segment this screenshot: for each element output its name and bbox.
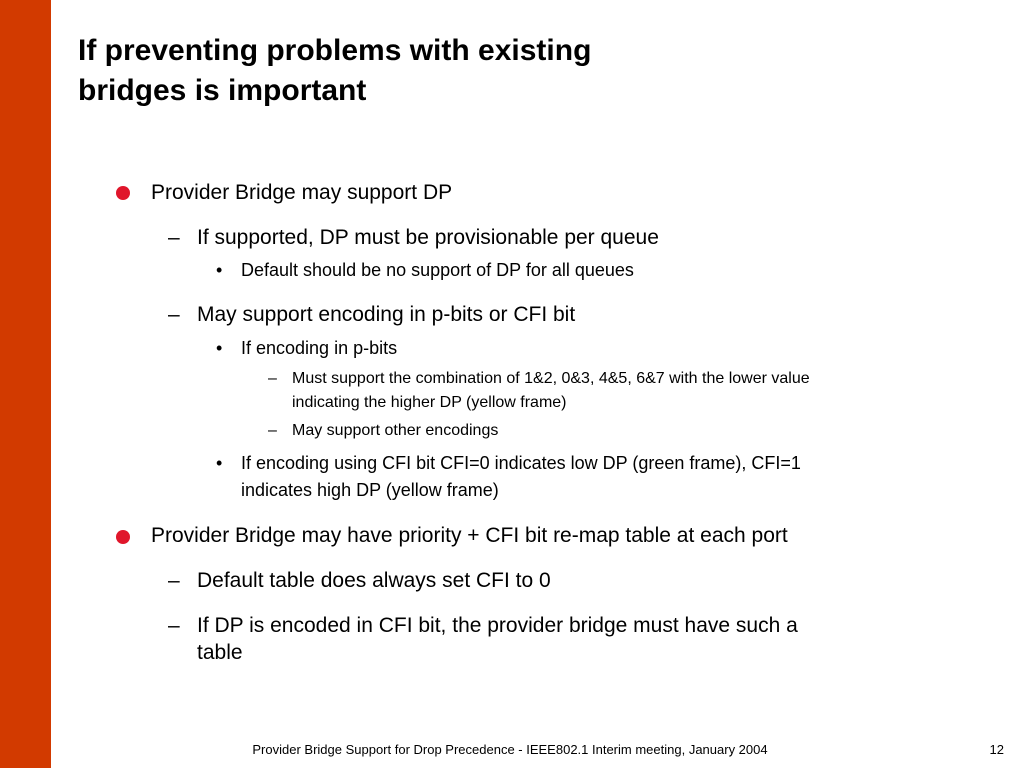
bullet-level4-text-line2: indicating the higher DP (yellow frame) <box>292 394 567 411</box>
bullet-level4-text: May support other encodings <box>292 422 499 439</box>
slide-footer: Provider Bridge Support for Drop Precedence - IEEE802.1 Interim meeting, January 2004 <box>252 742 768 757</box>
dash-marker: – <box>168 614 180 637</box>
bullet-level2-text: If supported, DP must be provisionable per queue <box>197 226 659 249</box>
dash-marker: – <box>168 303 180 326</box>
bullet-level2-text-line2: table <box>197 641 243 664</box>
bullet-dot-icon <box>116 530 130 544</box>
bullet-level1-text: Provider Bridge may have priority + CFI bit re-map table at each port <box>151 524 788 547</box>
small-bullet-marker: • <box>216 453 223 473</box>
small-bullet-marker: • <box>216 338 223 358</box>
dash-marker: – <box>268 370 277 387</box>
bullet-level4-text-line1: Must support the combination of 1&2, 0&3, 4&5, 6&7 with the lower value <box>292 370 810 387</box>
bullet-level3-text: If encoding in p-bits <box>241 338 398 358</box>
bullet-level2-text: Default table does always set CFI to 0 <box>197 569 551 592</box>
bullet-dot-icon <box>116 186 130 200</box>
bullet-level2-text-line1: If DP is encoded in CFI bit, the provider bridge must have such a <box>197 614 798 637</box>
bullet-level3-text: Default should be no support of DP for all queues <box>241 260 634 280</box>
bullet-level2-text: May support encoding in p-bits or CFI bit <box>197 303 576 326</box>
dash-marker: – <box>168 226 180 249</box>
bullet-level3-text-line1: If encoding using CFI bit CFI=0 indicates low DP (green frame), CFI=1 <box>241 453 801 473</box>
dash-marker: – <box>168 569 180 592</box>
small-bullet-marker: • <box>216 260 223 280</box>
slide-title-line-1: If preventing problems with existing <box>78 34 592 67</box>
bullet-level1-text: Provider Bridge may support DP <box>151 181 453 204</box>
bullet-level3-text-line2: indicates high DP (yellow frame) <box>241 480 499 500</box>
dash-marker: – <box>268 422 277 439</box>
slide-title-line-2: bridges is important <box>78 74 367 107</box>
page-number: 12 <box>989 742 1004 757</box>
